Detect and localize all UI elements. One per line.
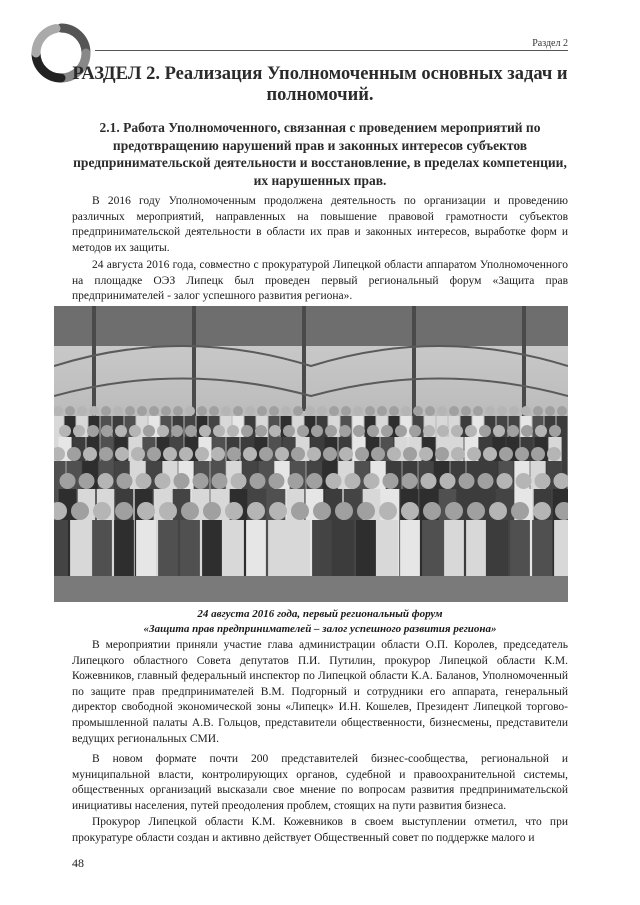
paragraph-prosecutor: Прокурор Липецкой области К.М. Кожевников в своем выступлении отметил, что при прокуратуре области создан и активно действует Общественный совет по поддержке малого и xyxy=(72,816,568,844)
header-rule xyxy=(95,50,568,51)
caption-line-1: 24 августа 2016 года, первый региональный форум xyxy=(197,608,443,620)
paragraph-intro: В 2016 году Уполномоченным продолжена деятельность по организации и проведению различных мероприятий, направленных на повышение правовой грамотности субъектов предпринимательской деятельности в области их прав и законных интересов, выработке форм и методов их защиты. xyxy=(72,195,568,254)
page-title: РАЗДЕЛ 2. Реализация Уполномоченным основных задач и полномочий. xyxy=(72,64,568,105)
section-label: Раздел 2 xyxy=(532,38,568,49)
caption-line-2: «Защита прав предпринимателей – залог успешного развития региона» xyxy=(143,623,497,635)
forum-group-photo xyxy=(54,306,568,602)
photo-caption xyxy=(72,607,568,637)
section-subtitle: 2.1. Работа Уполномоченного, связанная с проведением мероприятий по предотвращению нарушений прав и законных интересов субъектов предпринимательской деятельности и восстановление, в пределах компетенции, их нарушенных прав. xyxy=(73,120,567,188)
group-photo-image xyxy=(54,306,568,602)
paragraph-format: В новом формате почти 200 представителей бизнес-сообщества, региональной и муниципальной власти, контролирующих органов, судебной и правоохранительной системы, общественных организаций высказали свое мнение по вопросам развития предпринимательской инициативы населения, путей преодоления проблем, стоящих на пути развития бизнеса. xyxy=(72,753,568,812)
paragraph-participants: В мероприятии приняли участие глава администрации области О.П. Королев, председатель Липецкого областного Совета депутатов П.И. Путилин, прокурор Липецкой области К.М. Кожевников, главный федеральный инспектор по Липецкой области К.А. Баланов, Уполномоченный по защите прав предпринимателей В.М. Подгорный и сотрудники его аппарата, генеральный директор свободной экономической зоны «Липецк» И.Н. Кошелев, Президент Липецкой торгово-промышленной палаты А.В. Гольцов, представители общественности, бизнесмены, представители ведущих региональных СМИ. xyxy=(72,639,568,745)
paragraph-forum: 24 августа 2016 года, совместно с прокуратурой Липецкой области аппаратом Уполномоченного на площадке ОЭЗ Липецк был проведен первый региональный форум «Защита прав предпринимателей - залог успешного развития региона». xyxy=(72,259,568,303)
page-number: 48 xyxy=(72,856,84,870)
